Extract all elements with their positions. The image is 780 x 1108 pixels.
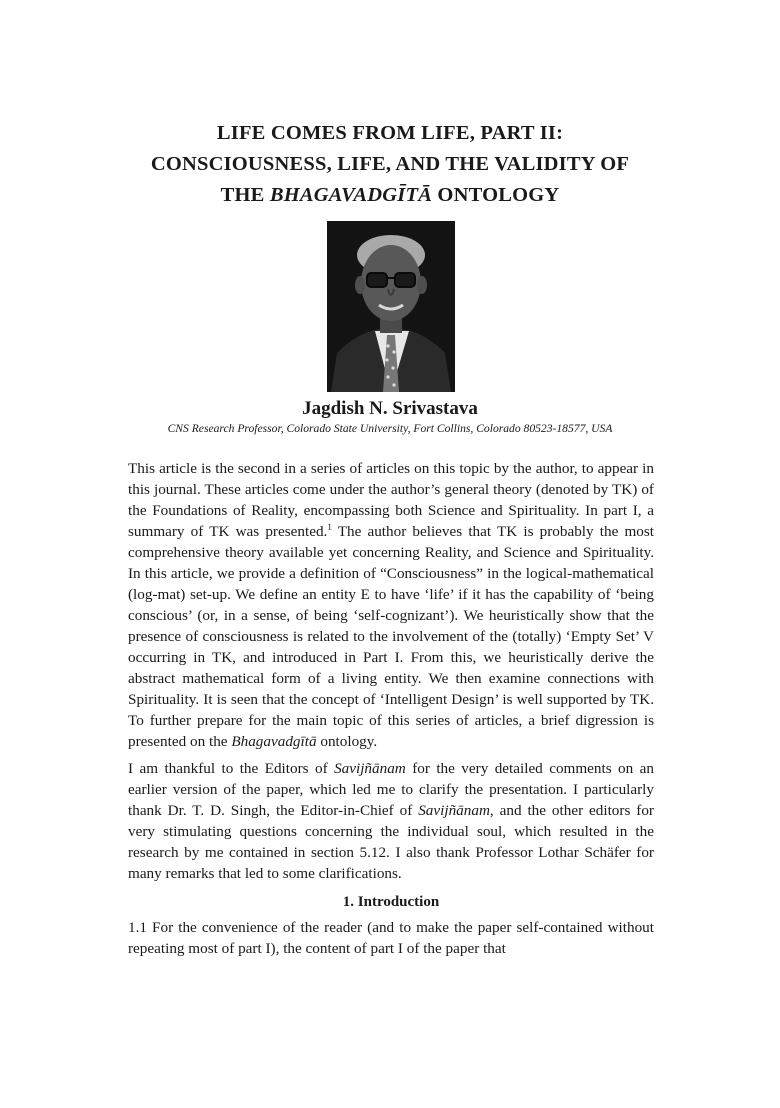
- article-body: [128, 458, 654, 965]
- abstract-paragraph: [128, 458, 654, 752]
- footnote-ref: 1: [327, 521, 332, 532]
- intro-paragraph: 1.1 For the convenience of the reader (and to make the paper self-contained without repeating most of part I), the content of part I of the paper that: [128, 919, 654, 957]
- title-line-3-italic: BHAGAVADGĪTĀ: [269, 184, 433, 206]
- ack-italic-1: Savijñānam: [334, 760, 406, 777]
- abstract-text-2: The author believes that TK is probably the most comprehensive theory available yet concerning Reality, and Science and Spirituality. In this article, we provide a definition of “Consciousness” in the logical-mathematical (log-mat) set-up. We define an entity E to have ‘life’ if it has the capability of ‘being conscious’ (or, in a sense, of being ‘self-cognizant’). We heuristically show that the presence of consciousness is related to the involvement of the (totally) ‘Empty Set’ V occurring in TK, and introduced in Part I. From this, we heuristically derive the abstract mathematical form of a living entity. We then examine connections with Spirituality. It is seen that the concept of ‘Intelligent Design’ is well supported by TK. To further prepare for the main topic of this series of articles, a brief digression is presented on the: [128, 523, 654, 750]
- ack-text-3: , and the other editors for very stimulating questions concerning the individual soul, which resulted in the research by me contained in section 5.12. I also thank Professor Lothar Schäfer for many remarks that led to some clarifications.: [128, 802, 654, 882]
- title-line-3: [60, 180, 720, 211]
- ack-italic-2: Savijñānam: [418, 802, 490, 819]
- section-heading: 1. Introduction: [342, 894, 440, 910]
- ack-text-1: I am thankful to the Editors of: [128, 760, 335, 777]
- acknowledgment-paragraph: [128, 758, 654, 884]
- author-portrait-image: [327, 221, 455, 392]
- ack-text-2: for the very detailed comments on an earlier version of the paper, which led me to clarify the presentation. I particularly thank Dr. T. D. Singh, the Editor-in-Chief of: [128, 760, 654, 819]
- title-line-2: CONSCIOUSNESS, LIFE, AND THE VALIDITY OF: [150, 153, 630, 175]
- abstract-text-1: This article is the second in a series of articles on this topic by the author, to appear in this journal. These articles come under the author’s general theory (denoted by TK) of the Foundations of Reality, encompassing both Science and Spirituality. In part I, a summary of TK was presented.: [128, 460, 654, 540]
- abstract-end: ontology.: [316, 733, 378, 750]
- author-affiliation: CNS Research Professor, Colorado State University, Fort Collins, Colorado 80523-18577, USA: [167, 422, 613, 435]
- abstract-italic: Bhagavadgītā: [231, 733, 317, 750]
- title-line-1: LIFE COMES FROM LIFE, PART II:: [216, 122, 564, 144]
- title-line-3-suffix: ONTOLOGY: [432, 184, 560, 206]
- title-line-3-prefix: THE: [220, 184, 270, 206]
- article-title: [60, 118, 720, 211]
- author-name: Jagdish N. Srivastava: [302, 398, 478, 419]
- author-photo: [327, 221, 455, 392]
